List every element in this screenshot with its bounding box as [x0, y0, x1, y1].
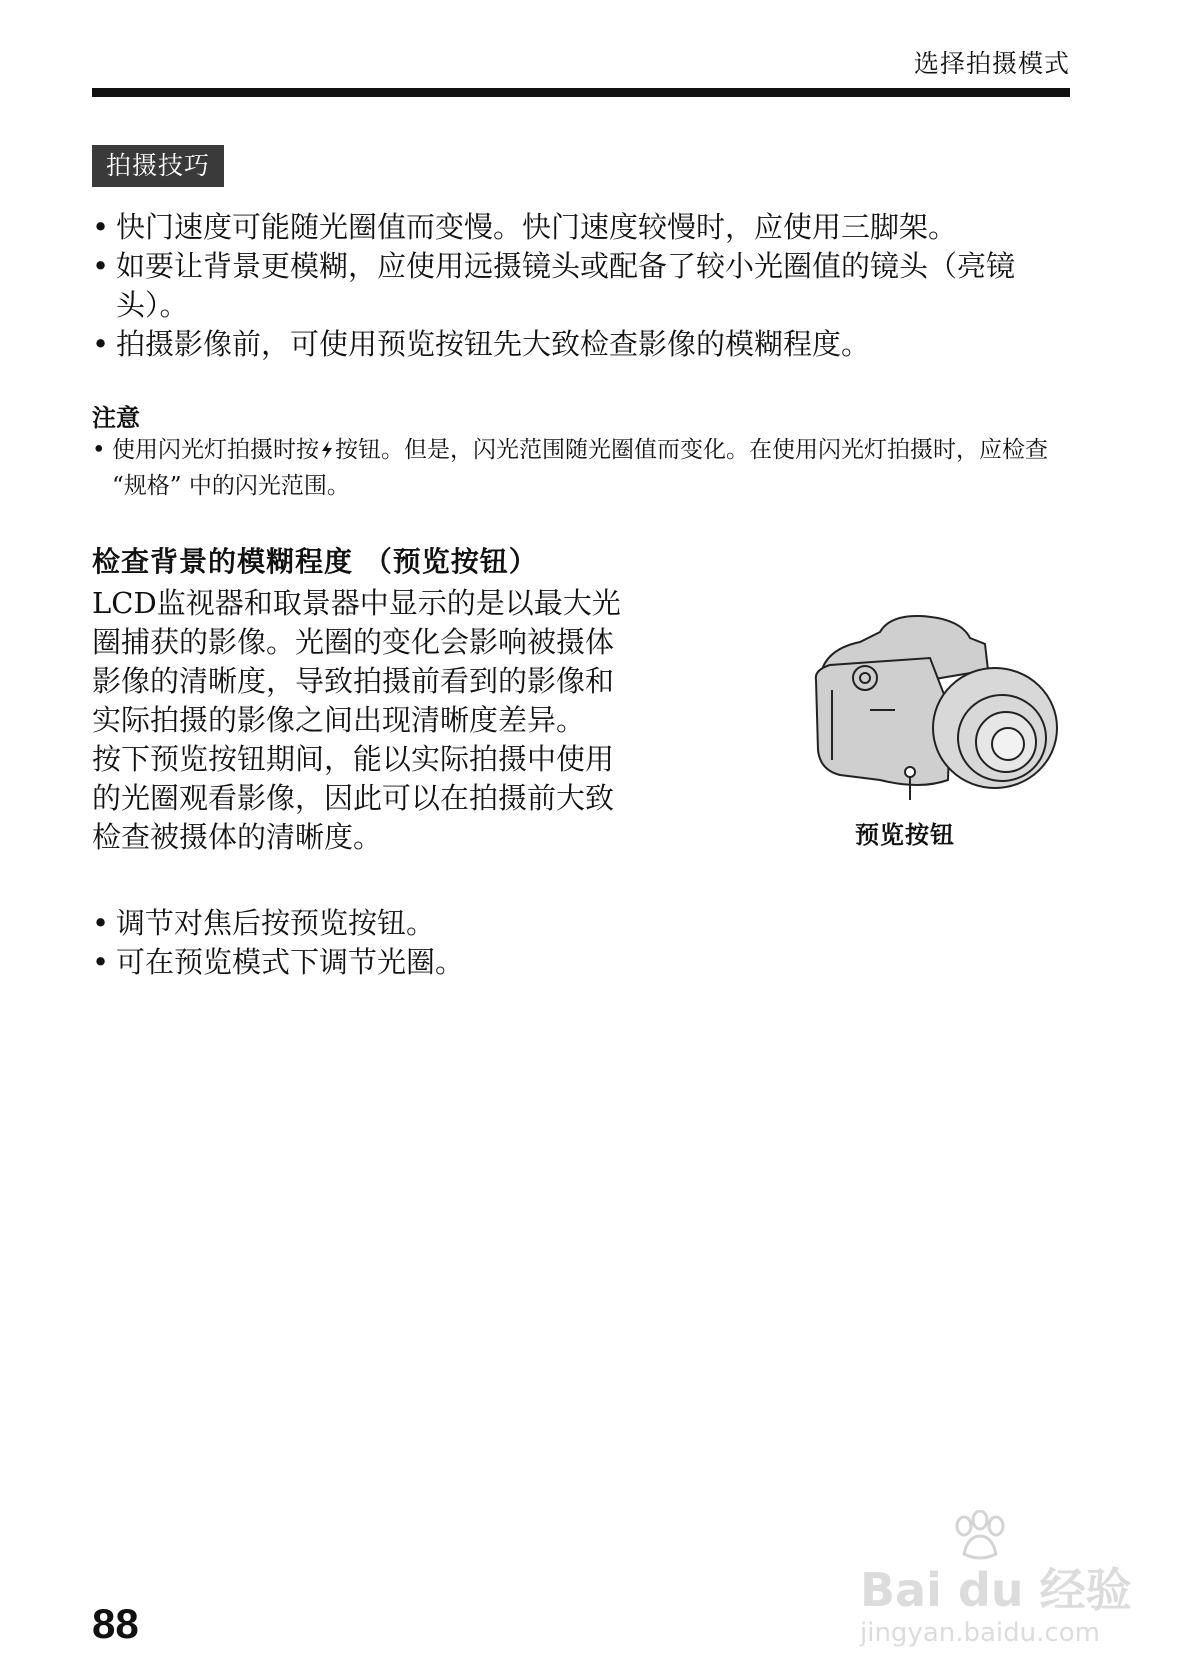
note-list — [92, 432, 1052, 504]
note-text-before: 使用闪光灯拍摄时按 — [112, 437, 319, 463]
list-item: • 拍摄影像前，可使用预览按钮先大致检查影像的模糊程度。 — [92, 325, 1052, 364]
section-body — [92, 584, 632, 857]
list-item: • 可在预览模式下调节光圈。 — [92, 943, 632, 982]
figure-caption: 预览按钮 — [855, 821, 955, 849]
list-item: • 快门速度可能随光圈值而变慢。快门速度较慢时，应使用三脚架。 — [92, 208, 1052, 247]
flash-bolt-icon — [321, 441, 333, 459]
header-rule — [92, 88, 1070, 97]
watermark-url: jingyan.baidu.com — [860, 1618, 1100, 1648]
camera-illustration — [810, 610, 1060, 800]
tips-list — [92, 208, 1052, 364]
page-number: 88 — [92, 1600, 139, 1647]
preview-list — [92, 904, 632, 982]
note-heading: 注意 — [92, 404, 140, 432]
page-header-title: 选择拍摄模式 — [913, 49, 1070, 78]
paragraph: LCD监视器和取景器中显示的是以最大光圈捕获的影像。光圈的变化会影响被摄体影像的清晰度，导致拍摄前看到的影像和实际拍摄的影像之间出现清晰度差异。 — [92, 586, 621, 737]
list-item: • 如要让背景更模糊，应使用远摄镜头或配备了较小光圈值的镜头（亮镜头）。 — [92, 247, 1052, 325]
list-item: • 调节对焦后按预览按钮。 — [92, 904, 632, 943]
section-heading: 检查背景的模糊程度 （预览按钮） — [92, 545, 538, 578]
tips-label: 拍摄技巧 — [92, 145, 224, 187]
paragraph: 按下预览按钮期间，能以实际拍摄中使用的光圈观看影像，因此可以在拍摄前大致检查被摄体的清晰度。 — [92, 742, 615, 854]
watermark-brand: Bai du 经验 — [860, 1563, 1132, 1617]
watermark — [850, 1510, 1140, 1660]
note-text-after: 按钮。但是，闪光范围随光圈值而变化。在使用闪光灯拍摄时，应检查 “规格” 中的闪光范围。 — [112, 437, 1048, 499]
list-item — [92, 432, 1052, 504]
